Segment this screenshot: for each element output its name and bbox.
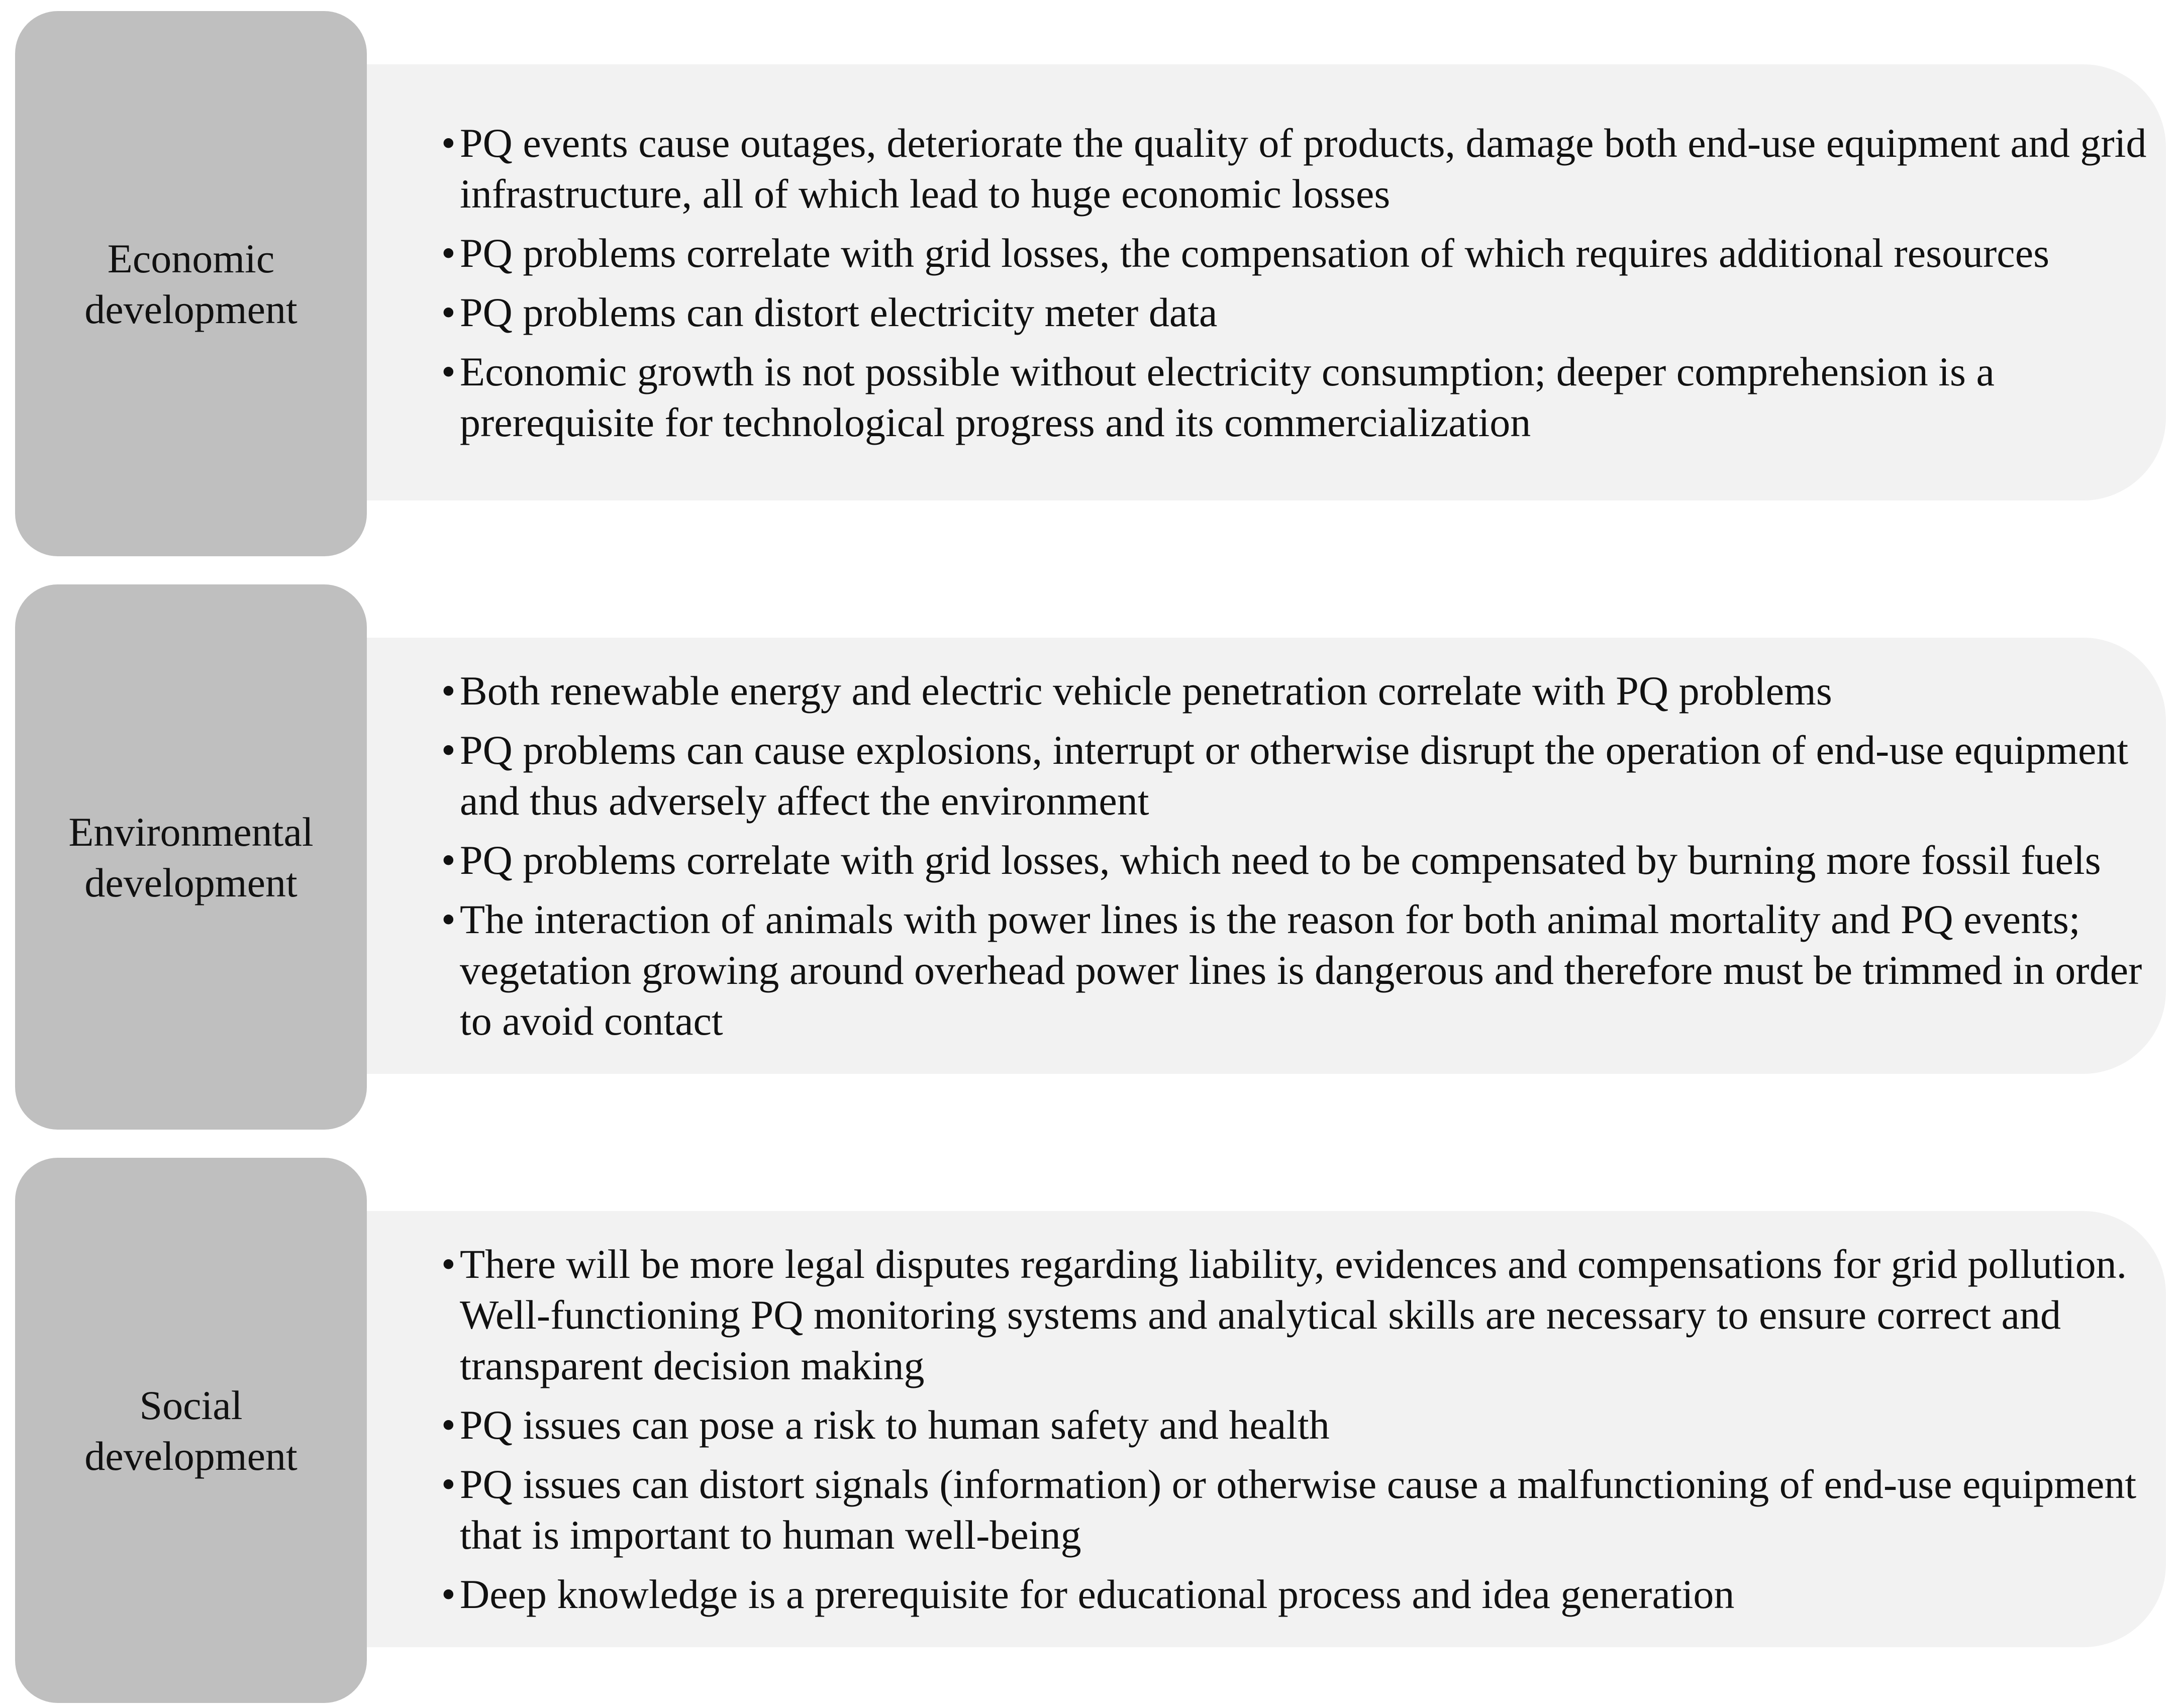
- economic-label: Economic development: [84, 235, 298, 332]
- bullet-item: • PQ problems can distort electricity meter data: [445, 287, 2166, 338]
- bullet-item: • PQ problems correlate with grid losses, which need to be compensated by burning more fossil fuels: [445, 835, 2166, 885]
- bullet-item: • PQ problems correlate with grid losses, the compensation of which requires additional resources: [445, 228, 2166, 278]
- bullet-item: • The interaction of animals with power lines is the reason for both animal mortality and PQ events; vegetation growing around overhead power lines is dangerous and therefore must be trimmed in order to avoid contact: [445, 894, 2166, 1046]
- environmental-content-box: [281, 638, 2166, 1074]
- bullet-item: • Economic growth is not possible without electricity consumption; deeper comprehension is a prerequisite for technological progress and its commercialization: [445, 346, 2166, 448]
- social-label: Social development: [84, 1382, 298, 1479]
- economic-content-box: [281, 64, 2166, 500]
- bullet-item: • Both renewable energy and electric vehicle penetration correlate with PQ problems: [445, 665, 2166, 716]
- bullet-item: • Deep knowledge is a prerequisite for educational process and idea generation: [445, 1569, 2166, 1620]
- environmental-label-box: [15, 584, 367, 1130]
- social-label-box: [15, 1158, 367, 1703]
- bullet-item: • PQ events cause outages, deteriorate the quality of products, damage both end-use equipment and grid infrastructure, all of which lead to huge economic losses: [445, 118, 2166, 219]
- social-bullet-list: [445, 1239, 2166, 1620]
- bullet-item: • PQ problems can cause explosions, interrupt or otherwise disrupt the operation of end-use equipment and thus adversely affect the environment: [445, 725, 2166, 826]
- bullet-item: • PQ issues can distort signals (information) or otherwise cause a malfunctioning of end-use equipment that is important to human well-being: [445, 1459, 2166, 1560]
- environmental-label: Environmental development: [68, 809, 314, 906]
- social-content-box: [281, 1211, 2166, 1647]
- economic-label-box: [15, 11, 367, 556]
- bullet-item: • PQ issues can pose a risk to human safety and health: [445, 1399, 2166, 1450]
- economic-bullet-list: [445, 118, 2166, 448]
- bullet-item: • There will be more legal disputes regarding liability, evidences and compensations for grid pollution. Well-functioning PQ monitoring systems and analytical skills are necessary to ensure correct and transparent decision making: [445, 1239, 2166, 1391]
- environmental-bullet-list: [445, 665, 2166, 1046]
